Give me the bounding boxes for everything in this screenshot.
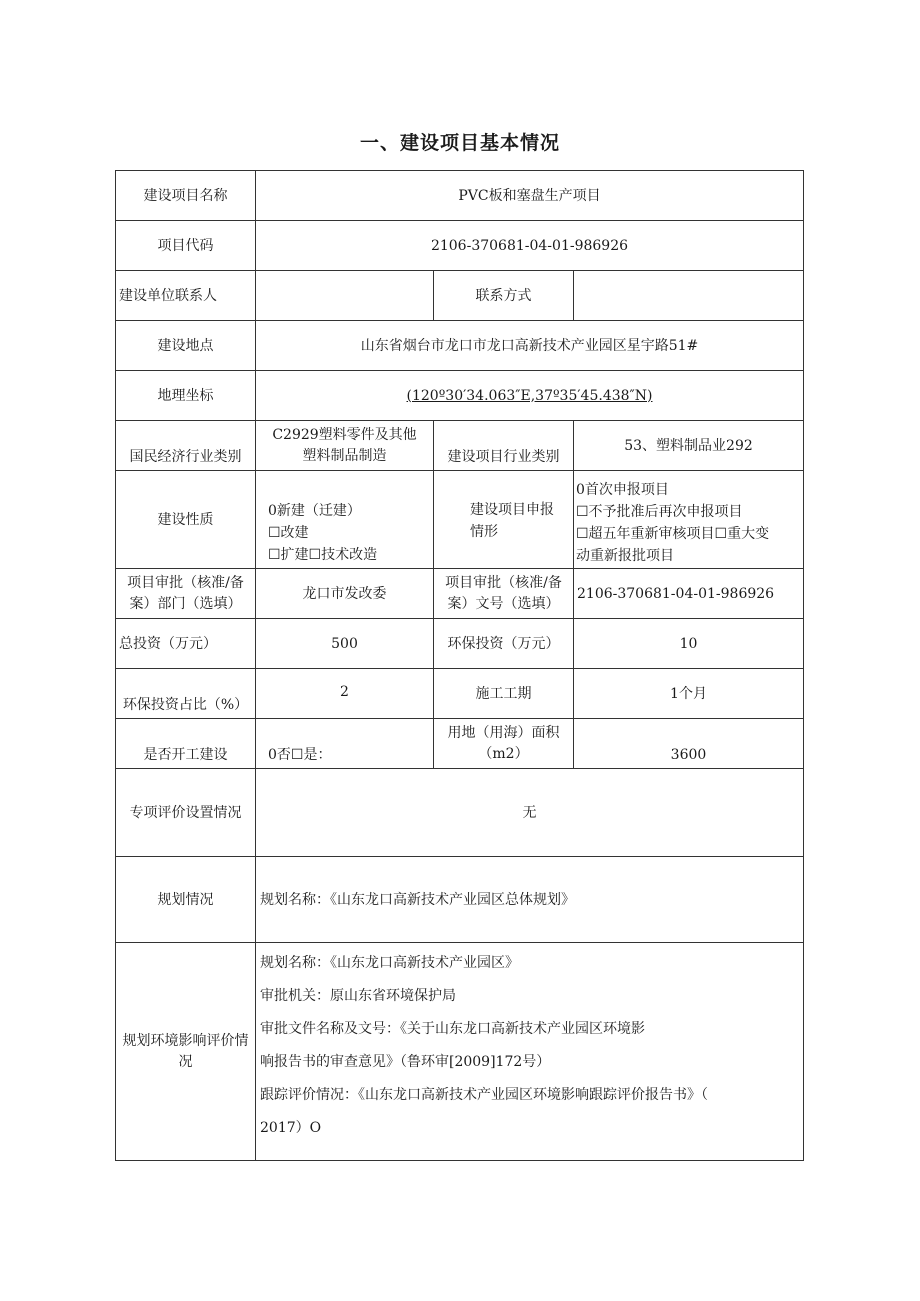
planning-env-line: 响报告书的审查意见》（鲁环审[2009]172号） <box>260 1054 551 1070</box>
industry-value-line1: C2929塑料零件及其他 <box>272 426 417 443</box>
industry-label: 国民经济行业类别 <box>116 421 256 471</box>
planning-env-label <box>116 943 256 1161</box>
started-label: 是否开工建设 <box>116 719 256 769</box>
approval-dept-label <box>116 569 256 619</box>
row-special <box>116 769 804 857</box>
declare-label-line2: 情形 <box>470 524 498 540</box>
project-code-label: 项目代码 <box>116 221 256 271</box>
started-value: 0否☐是： <box>256 719 434 769</box>
land-area-label <box>434 719 574 769</box>
project-info-table <box>115 170 804 1161</box>
declare-label-line1: 建设项目申报 <box>470 502 554 518</box>
approval-doc-label-line2: 案）文号（选填） <box>447 595 560 612</box>
location-label: 建设地点 <box>116 321 256 371</box>
industry-value-line2: 塑料制品制造 <box>302 447 387 464</box>
nature-option-expand: ☐扩建☐技术改造 <box>268 547 378 563</box>
land-area-label-line2: （m2） <box>478 745 529 762</box>
coordinates-label: 地理坐标 <box>116 371 256 421</box>
construction-period-value: 1个月 <box>574 669 804 719</box>
land-area-label-line1: 用地（用海）面积 <box>447 724 560 741</box>
row-planning-env <box>116 943 804 1161</box>
land-area-value: 3600 <box>574 719 804 769</box>
contact-value <box>256 271 434 321</box>
approval-dept-value: 龙口市发改委 <box>256 569 434 619</box>
approval-doc-label <box>434 569 574 619</box>
row-location <box>116 321 804 371</box>
row-ratio <box>116 669 804 719</box>
row-project-name <box>116 171 804 221</box>
declare-option-first: 0首次申报项目 <box>576 482 669 498</box>
planning-env-details <box>256 943 804 1161</box>
location-value: 山东省烟台市龙口市龙口高新技术产业园区星宇路51# <box>256 321 804 371</box>
declare-label <box>434 471 574 569</box>
nature-options <box>256 471 434 569</box>
env-investment-value: 10 <box>574 619 804 669</box>
sector-value: 53、塑料制品业292 <box>574 421 804 471</box>
approval-doc-label-line1: 项目审批（核准/备 <box>445 574 562 591</box>
nature-label: 建设性质 <box>116 471 256 569</box>
page-title: 一、建设项目基本情况 <box>359 132 560 154</box>
planning-env-line: 2017）O <box>260 1120 322 1136</box>
env-ratio-label: 环保投资占比（%） <box>116 669 256 719</box>
env-investment-label: 环保投资（万元） <box>434 619 574 669</box>
row-project-code <box>116 221 804 271</box>
env-ratio-value: 2 <box>256 669 434 719</box>
nature-option-modify: ☐改建 <box>268 525 309 541</box>
contact-method-value <box>574 271 804 321</box>
total-investment-value: 500 <box>256 619 434 669</box>
construction-period-label: 施工工期 <box>434 669 574 719</box>
row-investment <box>116 619 804 669</box>
project-name-label: 建设项目名称 <box>116 171 256 221</box>
planning-env-line: 规划名称：《山东龙口高新技术产业园区》 <box>260 955 519 971</box>
declare-option-review: ☐超五年重新审核项目☐重大变 <box>576 526 770 542</box>
project-code-value: 2106-370681-04-01-986926 <box>256 221 804 271</box>
special-eval-value: 无 <box>256 769 804 857</box>
approval-doc-value: 2106-370681-04-01-986926 <box>574 569 804 619</box>
declare-options <box>574 471 804 569</box>
planning-env-line: 审批机关：原山东省环境保护局 <box>260 988 456 1004</box>
row-contact <box>116 271 804 321</box>
nature-option-new: 0新建（迁建） <box>268 503 361 519</box>
planning-label: 规划情况 <box>116 857 256 943</box>
contact-method-label: 联系方式 <box>434 271 574 321</box>
row-planning <box>116 857 804 943</box>
approval-dept-label-line1: 项目审批（核准/备 <box>127 574 244 591</box>
planning-value: 规划名称：《山东龙口高新技术产业园区总体规划》 <box>256 857 804 943</box>
special-eval-label: 专项评价设置情况 <box>116 769 256 857</box>
row-started <box>116 719 804 769</box>
row-coordinates <box>116 371 804 421</box>
industry-value <box>256 421 434 471</box>
row-nature <box>116 471 804 569</box>
declare-option-change: 动重新报批项目 <box>576 548 674 564</box>
total-investment-label: 总投资（万元） <box>116 619 256 669</box>
planning-env-line: 跟踪评价情况：《山东龙口高新技术产业园区环境影响跟踪评价报告书》（ <box>260 1087 708 1103</box>
project-name-value: PVC板和塞盘生产项目 <box>256 171 804 221</box>
planning-env-line: 审批文件名称及文号：《关于山东龙口高新技术产业园区环境影 <box>260 1021 645 1037</box>
declare-option-resubmit: ☐不予批准后再次申报项目 <box>576 504 743 520</box>
coordinates-value: (120º30′34.063″E,37º35′45.438″N) <box>256 371 804 421</box>
row-industry <box>116 421 804 471</box>
contact-label: 建设单位联系人 <box>116 271 256 321</box>
planning-env-label-line1: 规划环境影响评价情 <box>122 1032 249 1049</box>
row-approval <box>116 569 804 619</box>
sector-label: 建设项目行业类别 <box>434 421 574 471</box>
planning-env-label-line2: 况 <box>178 1053 193 1070</box>
approval-dept-label-line2: 案）部门（选填） <box>129 595 242 612</box>
